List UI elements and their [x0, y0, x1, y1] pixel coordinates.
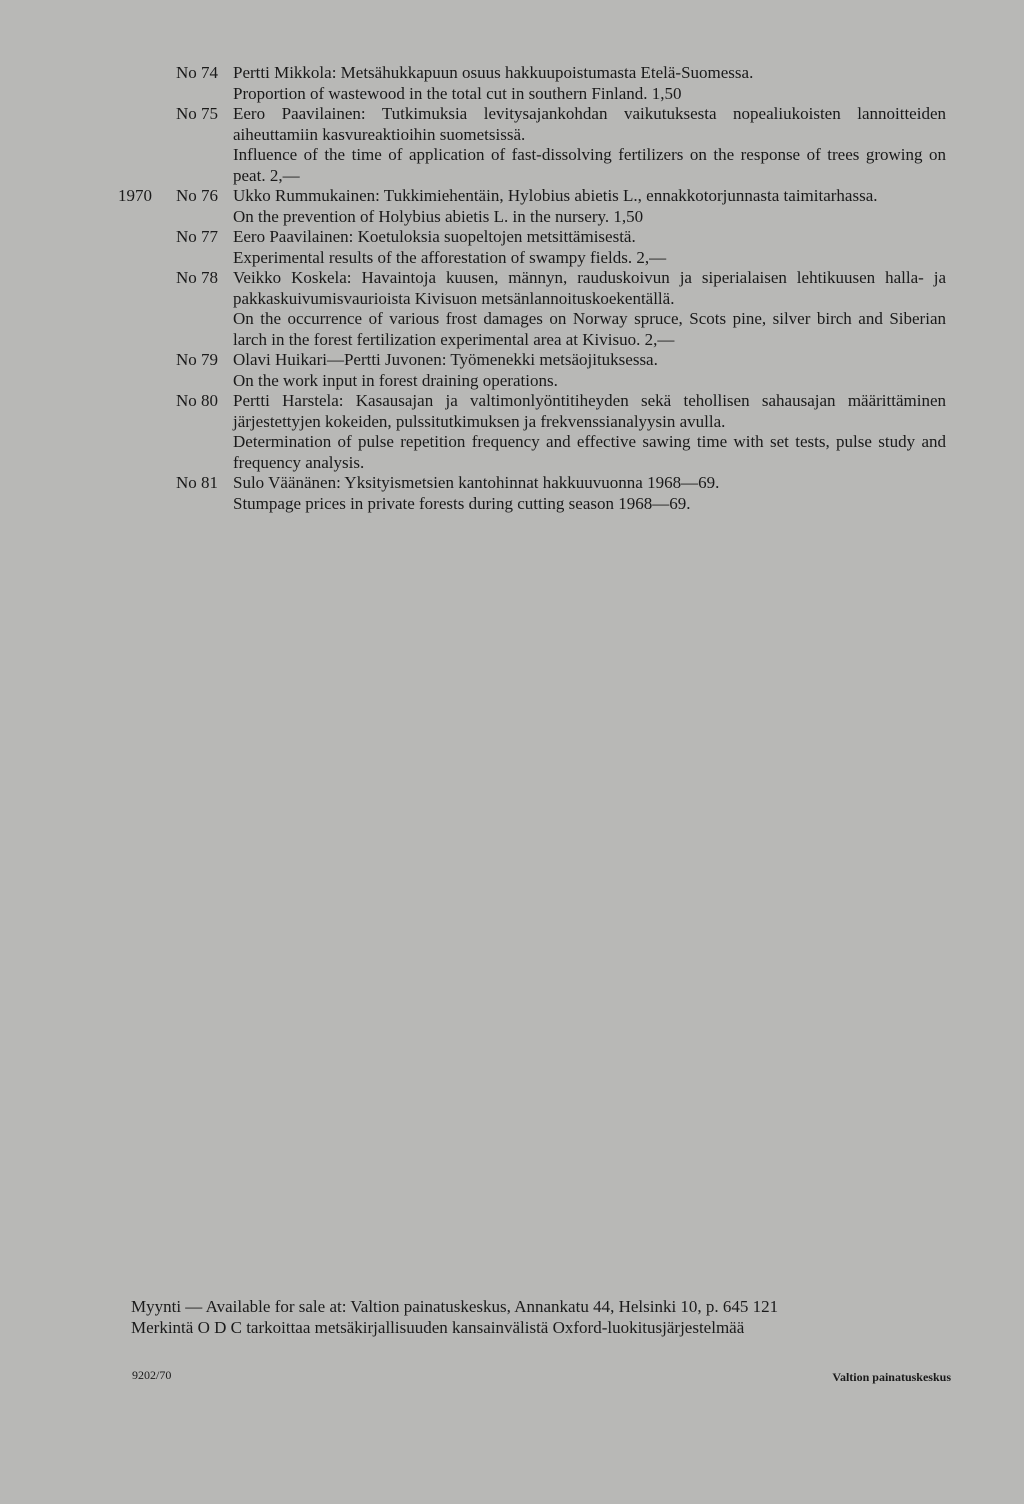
entry-english-title: Determination of pulse repetition frequency and effective sawing time with set tests, pulse study and frequency analysis. [233, 432, 946, 472]
entry-74 [0, 63, 1024, 104]
entry-finnish-title: Pertti Mikkola: Metsähukkapuun osuus hakkuupoistumasta Etelä-Suomessa. [233, 63, 754, 82]
entry-english-title: On the work input in forest draining operations. [233, 370, 558, 390]
entry-number: No 80 [176, 391, 219, 410]
entry-finnish-title: Sulo Väänänen: Yksityismetsien kantohinnat hakkuuvuonna 1968—69. [233, 473, 720, 492]
entry-body [233, 227, 946, 268]
entry-finnish-title: Olavi Huikari—Pertti Juvonen: Työmenekki metsäojituksessa. [233, 350, 658, 369]
entry-finnish-title: Eero Paavilainen: Tutkimuksia levitysajankohdan vaikutuksesta nopealiukoisten lannoitteiden aiheuttamiin kasvureaktioihin suometsissä. [233, 104, 946, 144]
entry-78 [0, 268, 1024, 350]
entry-english-title: On the prevention of Holybius abietis L. in the nursery. 1,50 [233, 206, 644, 226]
entry-body [233, 186, 946, 227]
entry-english-title: Stumpage prices in private forests during cutting season 1968—69. [233, 493, 691, 513]
entry-english-title: Influence of the time of application of fast-dissolving fertilizers on the response of trees growing on peat. 2,— [233, 145, 946, 185]
entry-76 [0, 186, 1024, 227]
entry-79 [0, 350, 1024, 391]
entry-number: No 79 [176, 350, 219, 369]
entry-81 [0, 473, 1024, 514]
sale-info [131, 1297, 911, 1338]
odc-line: Merkintä O D C tarkoittaa metsäkirjallisuuden kansainvälistä Oxford-luokitusjärjestelmää [131, 1317, 745, 1337]
entry-english-title: On the occurrence of various frost damages on Norway spruce, Scots pine, silver birch and Siberian larch in the forest fertilization experimental area at Kivisuo. 2,— [233, 309, 946, 349]
entry-english-title: Experimental results of the afforestation of swampy fields. 2,— [233, 247, 667, 267]
entry-80 [0, 391, 1024, 473]
entry-finnish-title: Veikko Koskela: Havaintoja kuusen, männyn, rauduskoivun ja siperialaisen lehtikuusen halla- ja pakkaskuivumisvaurioista Kivisuon metsänlannoituskoekentällä. [233, 268, 946, 308]
entry-number: No 74 [176, 63, 219, 82]
entry-77 [0, 227, 1024, 268]
entry-finnish-title: Ukko Rummukainen: Tukkimiehentäin, Hylobius abietis L., ennakkotorjunnasta taimitarhassa. [233, 186, 878, 205]
entry-body [233, 63, 946, 104]
entry-body [233, 350, 946, 391]
entry-number: No 81 [176, 473, 219, 492]
entry-75 [0, 104, 1024, 186]
printer-name: Valtion painatuskeskus [832, 1370, 951, 1384]
sale-line: Myynti — Available for sale at: Valtion painatuskeskus, Annankatu 44, Helsinki 10, p. 645 121 [131, 1297, 779, 1316]
entry-number: No 75 [176, 104, 219, 123]
entry-english-title: Proportion of wastewood in the total cut in southern Finland. 1,50 [233, 83, 682, 103]
entry-body [233, 268, 946, 350]
entry-number: No 78 [176, 268, 219, 287]
entry-number: No 77 [176, 227, 219, 246]
entry-body [233, 473, 946, 514]
entry-body [233, 104, 946, 186]
publication-list [0, 63, 1024, 514]
entry-body [233, 391, 946, 473]
entry-finnish-title: Eero Paavilainen: Koetuloksia suopeltojen metsittämisestä. [233, 227, 636, 246]
entry-finnish-title: Pertti Harstela: Kasausajan ja valtimonlyöntitiheyden sekä tehollisen sahausajan määrittäminen järjestettyjen kokeiden, pulssitutkimuksen ja frekvenssianalyysin avulla. [233, 391, 946, 431]
print-code: 9202/70 [132, 1368, 172, 1382]
entry-number: No 76 [176, 186, 219, 205]
entry-year: 1970 [118, 186, 152, 205]
